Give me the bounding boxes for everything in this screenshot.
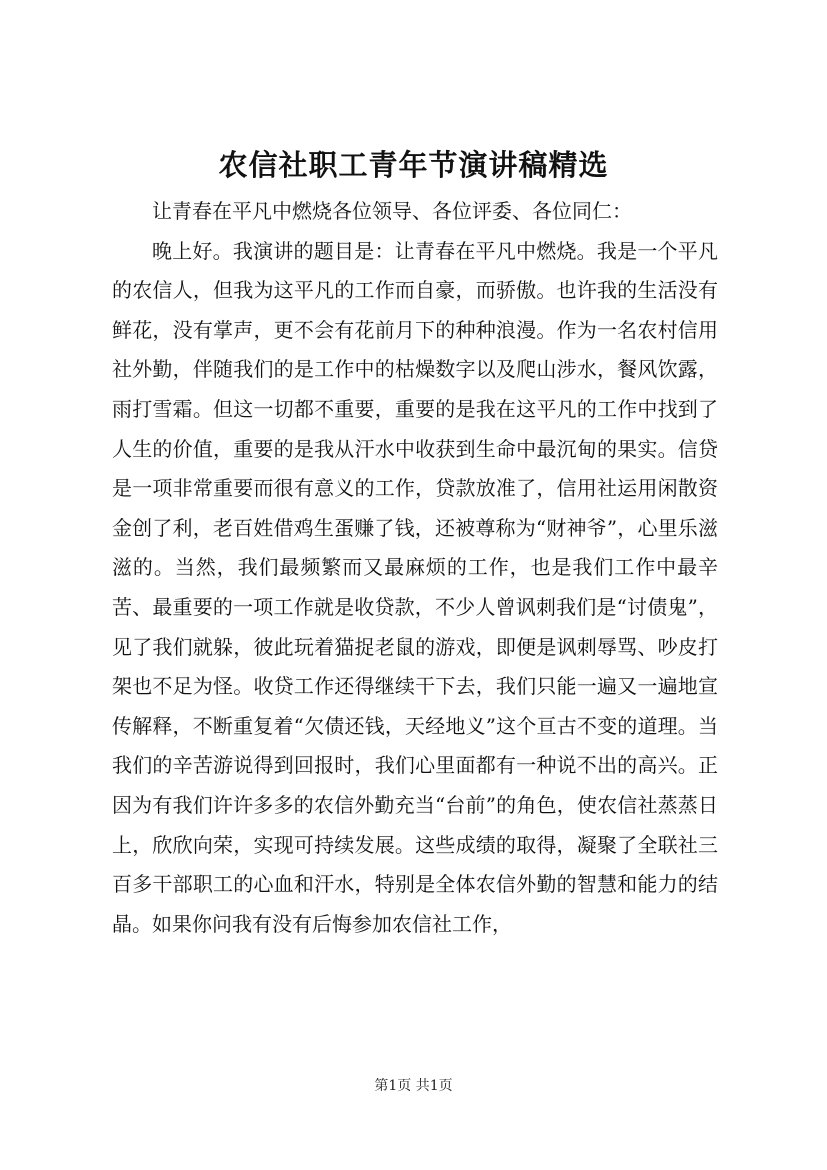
body-paragraph: 晚上好。我演讲的题目是：让青春在平凡中燃烧。我是一个平凡的农信人，但我为这平凡的工作而自豪，而骄傲。也许我的生活没有鲜花，没有掌声，更不会有花前月下的种种浪漫。作为一名农村信用社外勤，伴随我们的是工作中的枯燥数字以及爬山涉水，餐风饮露，雨打雪霜。但这一切都不重要，重要的是我在这平凡的工作中找到了人生的价值，重要的是我从汗水中收获到生命中最沉甸的果实。信贷是一项非常重要而很有意义的工作，贷款放准了，信用社运用闲散资金创了利，老百姓借鸡生蛋赚了钱，还被尊称为“财神爷”，心里乐滋滋的。当然，我们最频繁而又最麻烦的工作，也是我们工作中最辛苦、最重要的一项工作就是收贷款，不少人曾讽刺我们是“讨债鬼”，见了我们就躲，彼此玩着猫捉老鼠的游戏，即便是讽刺辱骂、吵皮打架也不足为怪。收贷工作还得继续干下去，我们只能一遍又一遍地宣传解释，不断重复着“欠债还钱，天经地义”这个亘古不变的道理。当我们的辛苦游说得到回报时，我们心里面都有一种说不出的高兴。正因为有我们许许多多的农信外勤充当“台前”的角色，使农信社蒸蒸日上，欣欣向荣，实现可持续发展。这些成绩的取得，凝聚了全联社三百多干部职工的心血和汗水，特别是全体农信外勤的智慧和能力的结晶。如果你问我有没有后悔参加农信社工作， <box>112 238 718 936</box>
salutation-paragraph: 让青春在平凡中燃烧各位领导、各位评委、各位同仁： <box>152 199 632 223</box>
document-body <box>112 192 718 944</box>
document-title: 农信社职工青年节演讲稿精选 <box>218 148 609 182</box>
page-footer: 第1页 共1页 <box>374 1078 453 1094</box>
